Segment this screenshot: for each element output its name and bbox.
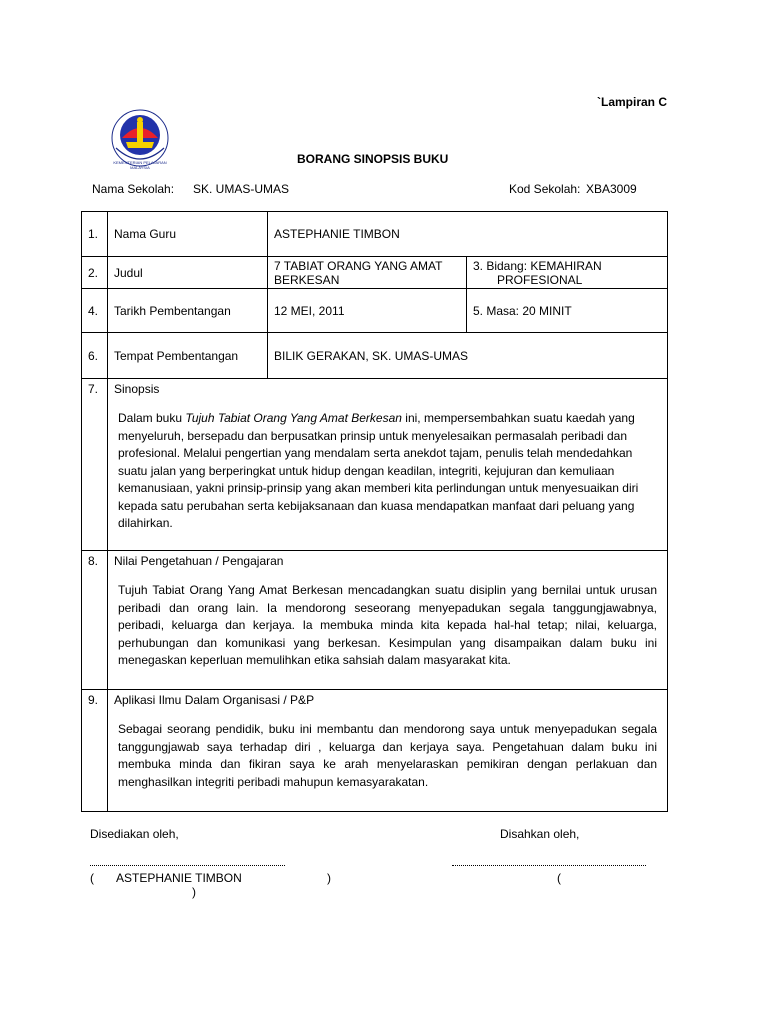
knowledge-cell <box>108 551 668 690</box>
row-teacher-name <box>82 212 668 257</box>
field-label: Nilai Pengetahuan / Pengajaran <box>114 554 284 568</box>
field-cell <box>467 257 668 289</box>
school-code-label: Kod Sekolah: <box>509 182 581 196</box>
application-text: Sebagai seorang pendidik, buku ini membantu dan mendorong saya untuk menyepadukan segala tanggungjawab saya terhadap diri , keluarga dan kerjaya saya. Pengetahuan dalam buku ini membuka minda dan fikiran saya ke arah menyelaraskan pemikiran dengan perlakuan dan menghasilkan integriti peribadi mahupun kemasyarakatan. <box>118 722 657 789</box>
field-label: Sinopsis <box>114 382 160 396</box>
knowledge-text: Tujuh Tabiat Orang Yang Amat Berkesan mencadangkan suatu disiplin yang bernilai untuk urusan peribadi dan orang lain. Ia mendorong seseorang menyepadukan segala tanggungjawabnya, peribadi, keluarga dan kerjaya. Ia membuka minda kita kepada hal-hal tetap; nilai, keluarga, perhubungan dan komunikasi yang berkesan. Kesimpulan yang disampaikan dalam buku ini menegaskan keperluan memulihkan etika sahsiah dalam masyarakat kita. <box>118 583 657 667</box>
school-code-value: XBA3009 <box>586 182 637 196</box>
field-area-label: 3. Bidang: KEMAHIRAN <box>473 258 602 273</box>
row-knowledge-value <box>82 551 668 690</box>
synopsis-text <box>118 410 657 533</box>
field-label: Tarikh Pembentangan <box>108 289 268 333</box>
presentation-place-value: BILIK GERAKAN, SK. UMAS-UMAS <box>268 333 668 379</box>
row-number: 8. <box>82 551 108 690</box>
approved-signature-line <box>452 865 646 866</box>
row-number: 1. <box>82 212 108 257</box>
approved-close-paren: ) <box>192 885 196 899</box>
book-title-value: 7 TABIAT ORANG YANG AMAT BERKESAN <box>268 257 467 289</box>
book-title-italic: Tujuh Tabiat Orang Yang Amat Berkesan <box>185 411 402 425</box>
field-label: Nama Guru <box>108 212 268 257</box>
prepared-close-paren: ) <box>327 871 331 885</box>
synopsis-text-pre: Dalam buku <box>118 411 186 425</box>
teacher-name-value: ASTEPHANIE TIMBON <box>268 212 668 257</box>
row-title <box>82 257 668 289</box>
approved-open-paren: ( <box>557 871 561 885</box>
application-cell <box>108 690 668 812</box>
prepared-open-paren: ( <box>90 871 94 885</box>
prepared-by-label: Disediakan oleh, <box>90 827 179 841</box>
row-synopsis <box>82 379 668 551</box>
approved-by-label: Disahkan oleh, <box>500 827 580 841</box>
ministry-logo-icon <box>108 108 172 168</box>
field-area-value: PROFESIONAL <box>497 272 583 287</box>
presentation-date-value: 12 MEI, 2011 <box>268 289 467 333</box>
form-title: BORANG SINOPSIS BUKU <box>297 152 449 166</box>
prepared-name: ASTEPHANIE TIMBON <box>116 871 242 885</box>
row-number: 2. <box>82 257 108 289</box>
synopsis-text-post: ini, mempersembahkan suatu kaedah yang menyeluruh, bersepadu dan berpusatkan prinsip untuk menyelesaikan permasalah peribadi dan profesional. Melalui pengertian yang mendalam serta anekdot tajam, penulis telah mendedahkan suatu jalan yang berperingkat untuk hidup dengan keadilan, integriti, kejujuran dan kemuliaan kemanusiaan, yakni prinsip-prinsip yang akan memberi kita perlindungan untuk menyesuaikan diri kepada satu perubahan serta kebijaksanaan dan kuasa mendapatkan manfaat dari peluang yang dilahirkan. <box>118 411 639 530</box>
school-name-label: Nama Sekolah: <box>92 182 175 196</box>
school-name-value: SK. UMAS-UMAS <box>193 182 290 196</box>
field-label: Tempat Pembentangan <box>108 333 268 379</box>
row-number: 9. <box>82 690 108 812</box>
field-label: Aplikasi Ilmu Dalam Organisasi / P&P <box>114 693 315 707</box>
row-number: 4. <box>82 289 108 333</box>
synopsis-cell <box>108 379 668 551</box>
row-application <box>82 690 668 812</box>
row-number: 6. <box>82 333 108 379</box>
attachment-label: `Lampiran C <box>597 95 668 109</box>
field-label: Judul <box>108 257 268 289</box>
row-presentation-place <box>82 333 668 379</box>
row-presentation-date <box>82 289 668 333</box>
prepared-signature-line <box>90 865 285 866</box>
row-number: 7. <box>82 379 108 551</box>
synopsis-form-table <box>81 211 668 812</box>
logo-caption: KEMENTERIAN PELAJARAN MALAYSIA <box>113 160 167 170</box>
duration-value: 5. Masa: 20 MINIT <box>467 289 668 333</box>
